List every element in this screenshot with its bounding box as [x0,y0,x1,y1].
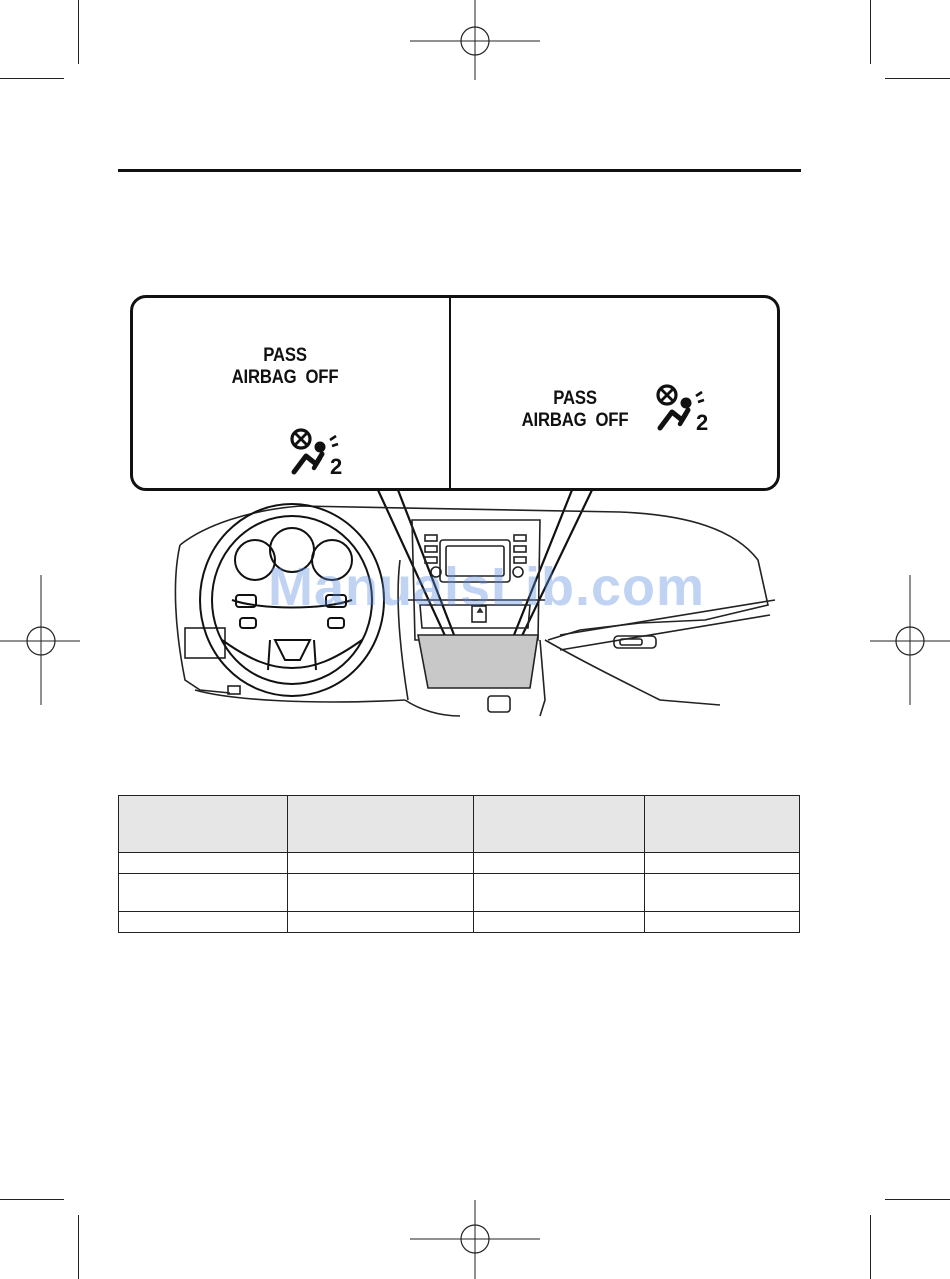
right-indicator-label [518,388,632,432]
callout-divider [449,298,451,488]
trim-mark [78,1215,79,1279]
table-row [119,912,800,933]
table-cell [287,874,474,912]
indicator-line-airbag-off: AIRBAG OFF [521,410,629,431]
registration-mark [410,1200,540,1279]
table-header-cell [474,796,645,853]
table-cell [287,853,474,874]
info-table [118,795,800,933]
table-cell [474,874,645,912]
watermark: ManualsLib.com [268,557,706,617]
table-header-cell [287,796,474,853]
indicator-number: 2 [330,454,343,478]
trim-mark [870,0,871,64]
table-header-cell [119,796,288,853]
header-rule [118,169,801,172]
indicator-line-pass: PASS [553,388,597,409]
trim-mark [870,1215,871,1279]
trim-mark [885,1199,950,1200]
table-cell [287,912,474,933]
table-cell [119,853,288,874]
table-cell [645,853,800,874]
indicator-number: 2 [696,410,709,434]
table-cell [119,912,288,933]
indicator-line-pass: PASS [263,345,307,366]
table-header-row [119,796,800,853]
indicator-location-highlight [418,635,538,688]
passenger-airbag-off-icon [290,428,352,478]
registration-mark [410,0,540,80]
indicator-line-airbag-off: AIRBAG OFF [231,367,339,388]
table-cell [474,853,645,874]
table-cell [119,874,288,912]
trim-mark [885,78,950,79]
trim-mark [0,78,64,79]
registration-mark [0,575,80,705]
passenger-airbag-off-icon [656,384,718,434]
left-indicator-label [228,345,342,389]
table-cell [645,874,800,912]
table-header-cell [645,796,800,853]
table-cell [474,912,645,933]
trim-mark [78,0,79,64]
table-row [119,853,800,874]
table-row [119,874,800,912]
table-cell [645,912,800,933]
registration-mark [870,575,950,705]
trim-mark [0,1199,64,1200]
